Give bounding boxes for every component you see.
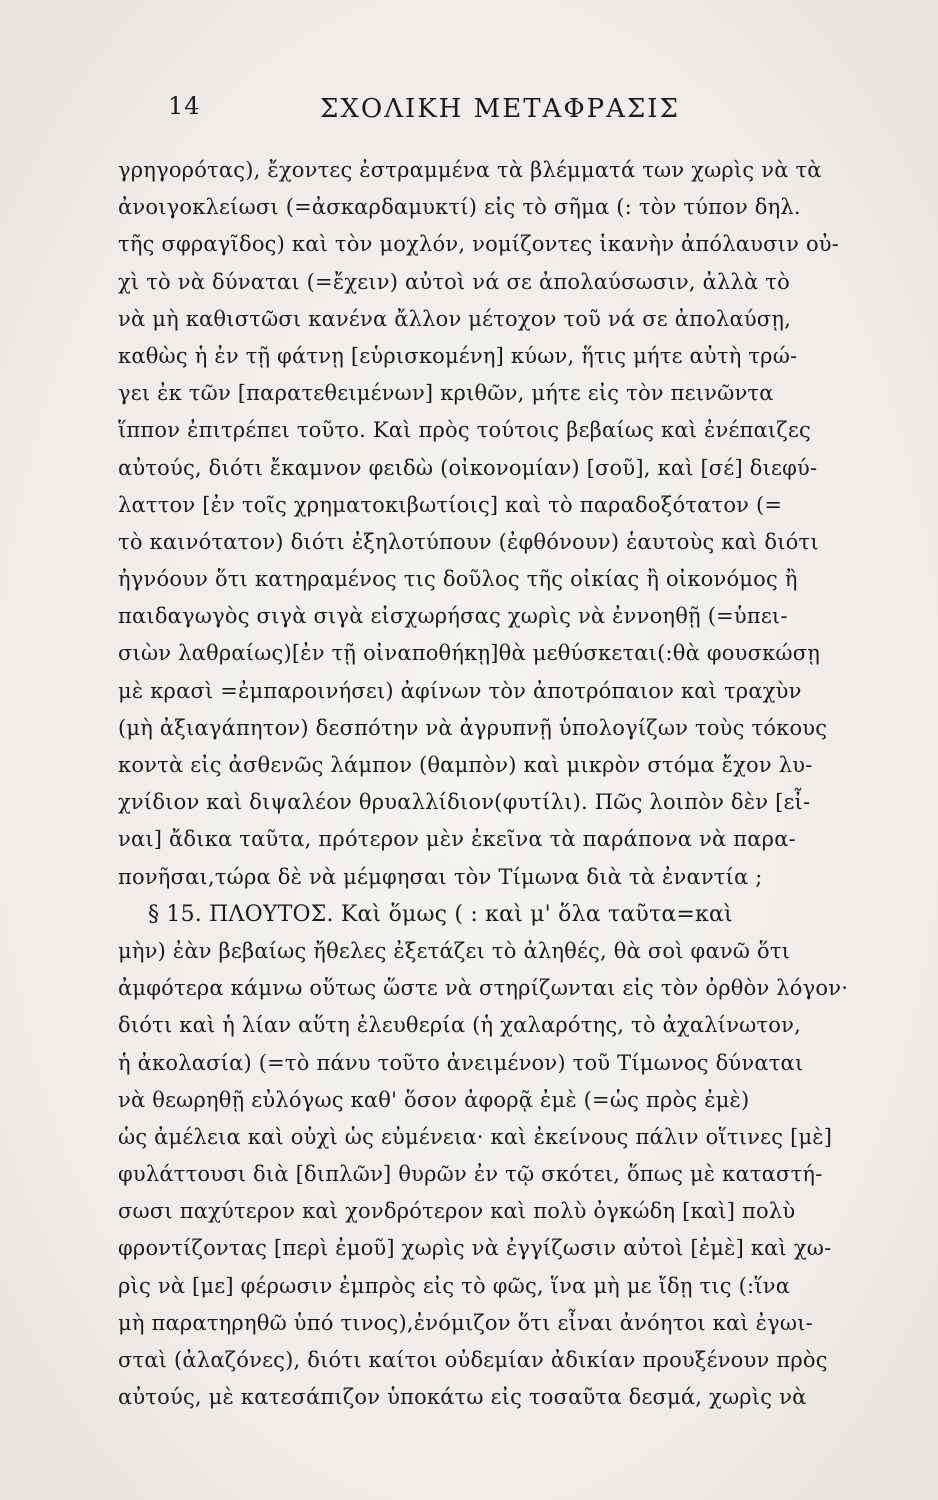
text-line: ναι] ἄδικα ταῦτα, πρότερον μὲν ἐκεῖνα τὰ παράπονα νὰ παρα-: [118, 827, 796, 852]
text-line: γει ἐκ τῶν [παρατεθειμένων] κριθῶν, μήτε εἰς τὸν πεινῶντα: [118, 381, 774, 406]
text-line: ἠγνόουν ὅτι κατηραμένος τις δοῦλος τῆς οἰκίας ἢ οἰκονόμος ἢ: [118, 567, 798, 592]
text-line: ρὶς νὰ [με] φέρωσιν ἐμπρὸς εἰς τὸ φῶς, ἵνα μὴ με ἴδῃ τις (:ἵνα: [118, 1273, 791, 1298]
text-line: ἀνοιγοκλείωσι (=ἀσκαρδαμυκτί) εἰς τὸ σῆμα (: τὸν τύπον δηλ.: [118, 195, 801, 220]
running-title: ΣΧΟΛΙΚΗ ΜΕΤΑΦΡΑΣΙΣ: [320, 94, 680, 124]
text-line: αὐτούς, διότι ἔκαμνον φειδὼ (οἰκονομίαν) [σοῦ], καὶ [σέ] διεφύ-: [118, 455, 818, 480]
text-line: σταὶ (ἀλαζόνες), διότι καίτοι οὐδεμίαν ἀδικίαν προυξένουν πρὸς: [118, 1348, 828, 1372]
section-heading-line: § 15. ΠΛΟΥΤΟΣ. Καὶ ὅμως ( : καὶ μ' ὅλα ταῦτα=καὶ: [148, 901, 733, 927]
text-line: διότι καὶ ἡ λίαν αὕτη ἐλευθερία (ἡ χαλαρότης, τὸ ἀχαλίνωτον,: [118, 1013, 801, 1038]
body-text: [118, 152, 858, 1416]
text-line: παιδαγωγὸς σιγὰ σιγὰ εἰσχωρήσας χωρὶς νὰ ἐννοηθῇ (=ὑπει-: [118, 604, 788, 629]
text-line: λαττον [ἐν τοῖς χρηματοκιβωτίοις] καὶ τὸ παραδοξότατον (=: [118, 492, 783, 517]
text-line: φυλάττουσι διὰ [διπλῶν] θυρῶν ἐν τῷ σκότει, ὅπως μὲ καταστή-: [118, 1162, 823, 1187]
text-line: τὸ καινότατον) διότι ἐξηλοτύπουν (ἐφθόνουν) ἑαυτοὺς καὶ διότι: [118, 529, 819, 554]
text-line: πονῆσαι,τώρα δὲ νὰ μέμφησαι τὸν Τίμωνα διὰ τὰ ἐναντία ;: [118, 864, 763, 889]
text-line: χὶ τὸ νὰ δύναται (=ἔχειν) αὐτοὶ νά σε ἀπολαύσωσιν, ἀλλὰ τὸ: [118, 269, 790, 294]
text-line: σωσι παχύτερον καὶ χονδρότερον καὶ πολὺ ὀγκώδη [καὶ] πολὺ: [118, 1199, 796, 1224]
text-line: ἡ ἀκολασία) (=τὸ πάνυ τοῦτο ἀνειμένον) τοῦ Τίμωνος δύναται: [118, 1050, 804, 1075]
page-number: 14: [168, 92, 201, 120]
text-line: μὴν) ἐὰν βεβαίως ἤθελες ἐξετάζει τὸ ἀληθές, θὰ σοὶ φανῶ ὅτι: [118, 938, 791, 963]
text-line: γρηγορότας), ἔχοντες ἐστραμμένα τὰ βλέμματά των χωρὶς νὰ τὰ: [118, 158, 822, 182]
text-line: μὴ παρατηρηθῶ ὑπό τινος),ἐνόμιζον ὅτι εἶναι ἀνόητοι καὶ ἐγωι-: [118, 1310, 813, 1335]
text-line: φροντίζοντας [περὶ ἐμοῦ] χωρὶς νὰ ἐγγίζωσιν αὐτοὶ [ἐμὲ] καὶ χω-: [118, 1236, 832, 1261]
text-line: (μὴ ἀξιαγάπητον) δεσπότην νὰ ἀγρυπνῇ ὑπολογίζων τοὺς τόκους: [118, 715, 828, 740]
page-header: [0, 92, 938, 132]
text-line: κοντὰ εἰς ἀσθενῶς λάμπον (θαμπὸν) καὶ μικρὸν στόμα ἔχον λυ-: [118, 753, 813, 777]
text-line: τῆς σφραγῖδος) καὶ τὸν μοχλόν, νομίζοντες ἱκανὴν ἀπόλαυσιν οὐ-: [118, 232, 840, 257]
text-line: αὐτούς, μὲ κατεσάπιζον ὑποκάτω εἰς τοσαῦτα δεσμά, χωρὶς νὰ: [118, 1385, 807, 1410]
text-line: ἀμφότερα κάμνω οὕτως ὥστε νὰ στηρίζωνται εἰς τὸν ὀρθὸν λόγον·: [118, 976, 849, 1001]
text-line: ὡς ἀμέλεια καὶ οὐχὶ ὡς εὐμένεια· καὶ ἐκείνους πάλιν οἵτινες [μὲ]: [118, 1124, 833, 1149]
text-line: καθὼς ἡ ἐν τῇ φάτνῃ [εὑρισκομένη] κύων, ἥτις μήτε αὐτὴ τρώ-: [118, 343, 798, 368]
text-line: ἵππον ἐπιτρέπει τοῦτο. Καὶ πρὸς τούτοις βεβαίως καὶ ἐνέπαιζες: [118, 418, 811, 443]
text-line: νὰ μὴ καθιστῶσι κανένα ἄλλον μέτοχον τοῦ νά σε ἀπολαύσῃ,: [118, 306, 791, 331]
text-line: νὰ θεωρηθῇ εὐλόγως καθ' ὅσον ἀφορᾷ ἐμὲ (=ὡς πρὸς ἐμὲ): [118, 1087, 750, 1112]
text-line: σιὼν λαθραίως)[ἐν τῇ οἰναποθήκῃ]θὰ μεθύσκεται(:θὰ φουσκώσῃ: [118, 641, 821, 666]
text-line: μὲ κρασὶ =ἐμπαροινήσει) ἀφίνων τὸν ἀποτρόπαιον καὶ τραχὺν: [118, 678, 802, 703]
text-line: χνίδιον καὶ διψαλέον θρυαλλίδιον(φυτίλι). Πῶς λοιπὸν δὲν [εἶ-: [118, 790, 811, 815]
